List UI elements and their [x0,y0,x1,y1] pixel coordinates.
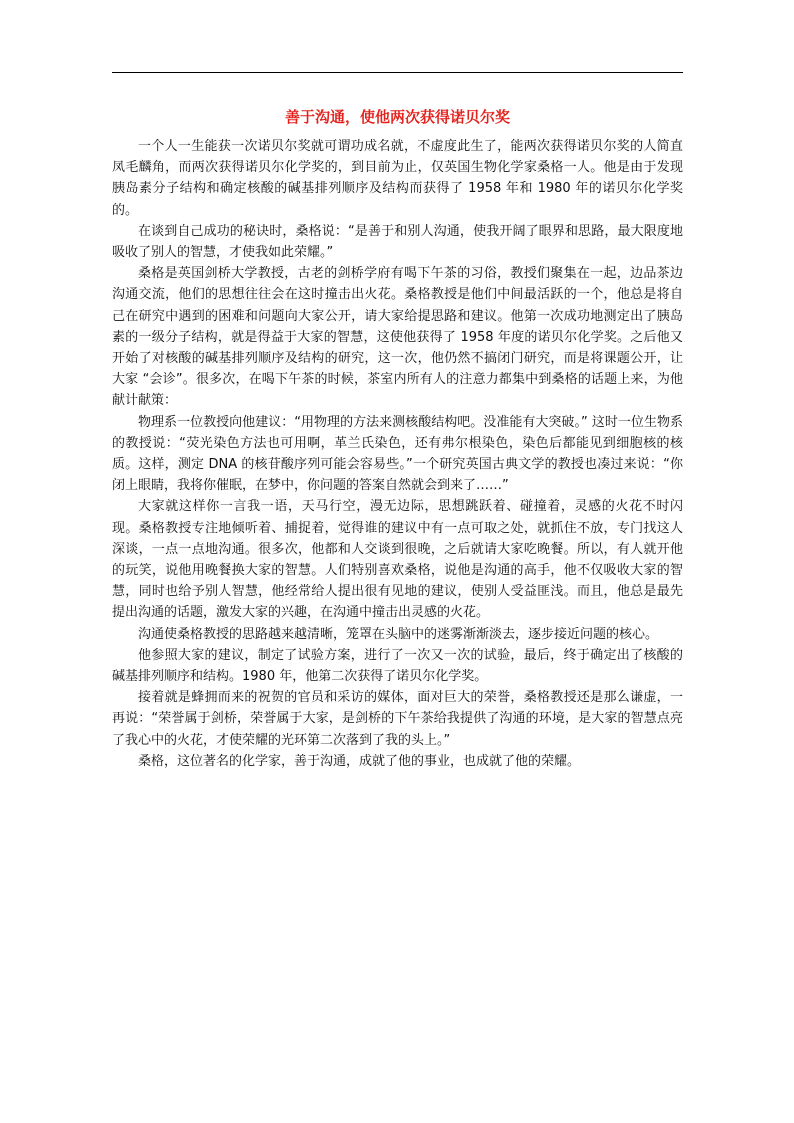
paragraph-5: 大家就这样你一言我一语，天马行空，漫无边际，思想跳跃着、碰撞着，灵感的火花不时闪现。桑格教授专注地倾听着、捕捉着，觉得谁的建议中有一点可取之处，就抓住不放，专门找这人深谈，一点一点地沟通。很多次，他都和人交谈到很晚，之后就请大家吃晚餐。所以，有人就开他的玩笑，说他用晚餐换大家的智慧。人们特别喜欢桑格，说他是沟通的高手，他不仅吸收大家的智慧，同时也给予别人智慧，他经常给人提出很有见地的建议，使别人受益匪浅。而且，他总是最先提出沟通的话题，激发大家的兴趣，在沟通中撞击出灵感的火花。 [112,499,683,621]
paragraph-8: 接着就是蜂拥而来的祝贺的官员和采访的媒体，面对巨大的荣誉，桑格教授还是那么谦虚，一再说：“荣誉属于剑桥，荣誉属于大家，是剑桥的下午茶给我提供了沟通的环境，是大家的智慧点亮了我心中的火花，才使荣耀的光环第二次落到了我的头上。” [112,690,683,748]
paragraph-7: 他参照大家的建议，制定了试验方案，进行了一次又一次的试验，最后，终于确定出了核酸的碱基排列顺序和结构。1980 年，他第二次获得了诺贝尔化学奖。 [112,647,683,685]
paragraph-6: 沟通使桑格教授的思路越来越清晰，笼罩在头脑中的迷雾渐渐淡去，逐步接近问题的核心。 [138,626,659,642]
header-rule [112,72,683,73]
paragraph-9: 桑格，这位著名的化学家，善于沟通，成就了他的事业，也成就了他的荣耀。 [138,753,581,769]
paragraph-1: 一个人一生能获一次诺贝尔奖就可谓功成名就，不虚度此生了，能两次获得诺贝尔奖的人简直凤毛麟角，而两次获得诺贝尔化学奖的，到目前为止，仅英国生物化学家桑格一人。他是由于发现胰岛素分子结构和确定核酸的碱基排列顺序及结构而获得了 1958 年和 1980 年的诺贝尔化学奖的。 [112,139,683,218]
paragraph-4: 物理系一位教授向他建议：“用物理的方法来测核酸结构吧。没准能有大突破。” 这时一位生物系的教授说：“荧光染色方法也可用啊，革兰氏染色，还有弗尔根染色，染色后都能见到细胞核的核质。这样，测定 DNA 的核苷酸序列可能会容易些。”一个研究英国古典文学的教授也凑过来说：“你闭上眼睛，我将你催眠，在梦中，你问题的答案自然就会到来了……” [112,414,683,494]
document-title: 善于沟通，使他两次获得诺贝尔奖 [284,108,510,126]
paragraph-3: 桑格是英国剑桥大学教授，古老的剑桥学府有喝下午茶的习俗，教授们聚集在一起，边品茶边沟通交流，他们的思想往往会在这时撞击出火花。桑格教授是他们中间最活跃的一个，他总是将自己在研究中遇到的困难和问题向大家公开，请大家给提思路和建议。他第一次成功地测定出了胰岛素的一级分子结构，就是得益于大家的智慧，这使他获得了 1958 年度的诺贝尔化学奖。之后他又开始了对核酸的碱基排列顺序及结构的研究，这一次，他仍然不搞闭门研究，而是将课题公开，让大家 “会诊”。很多次，在喝下午茶的时候，茶室内所有人的注意力都集中到桑格的话题上来，为他献计献策： [112,266,683,409]
document-body [112,136,683,772]
paragraph-2: 在谈到自己成功的秘诀时，桑格说：“是善于和别人沟通，使我开阔了眼界和思路，最大限度地吸收了别人的智慧，才使我如此荣耀。” [112,223,683,261]
